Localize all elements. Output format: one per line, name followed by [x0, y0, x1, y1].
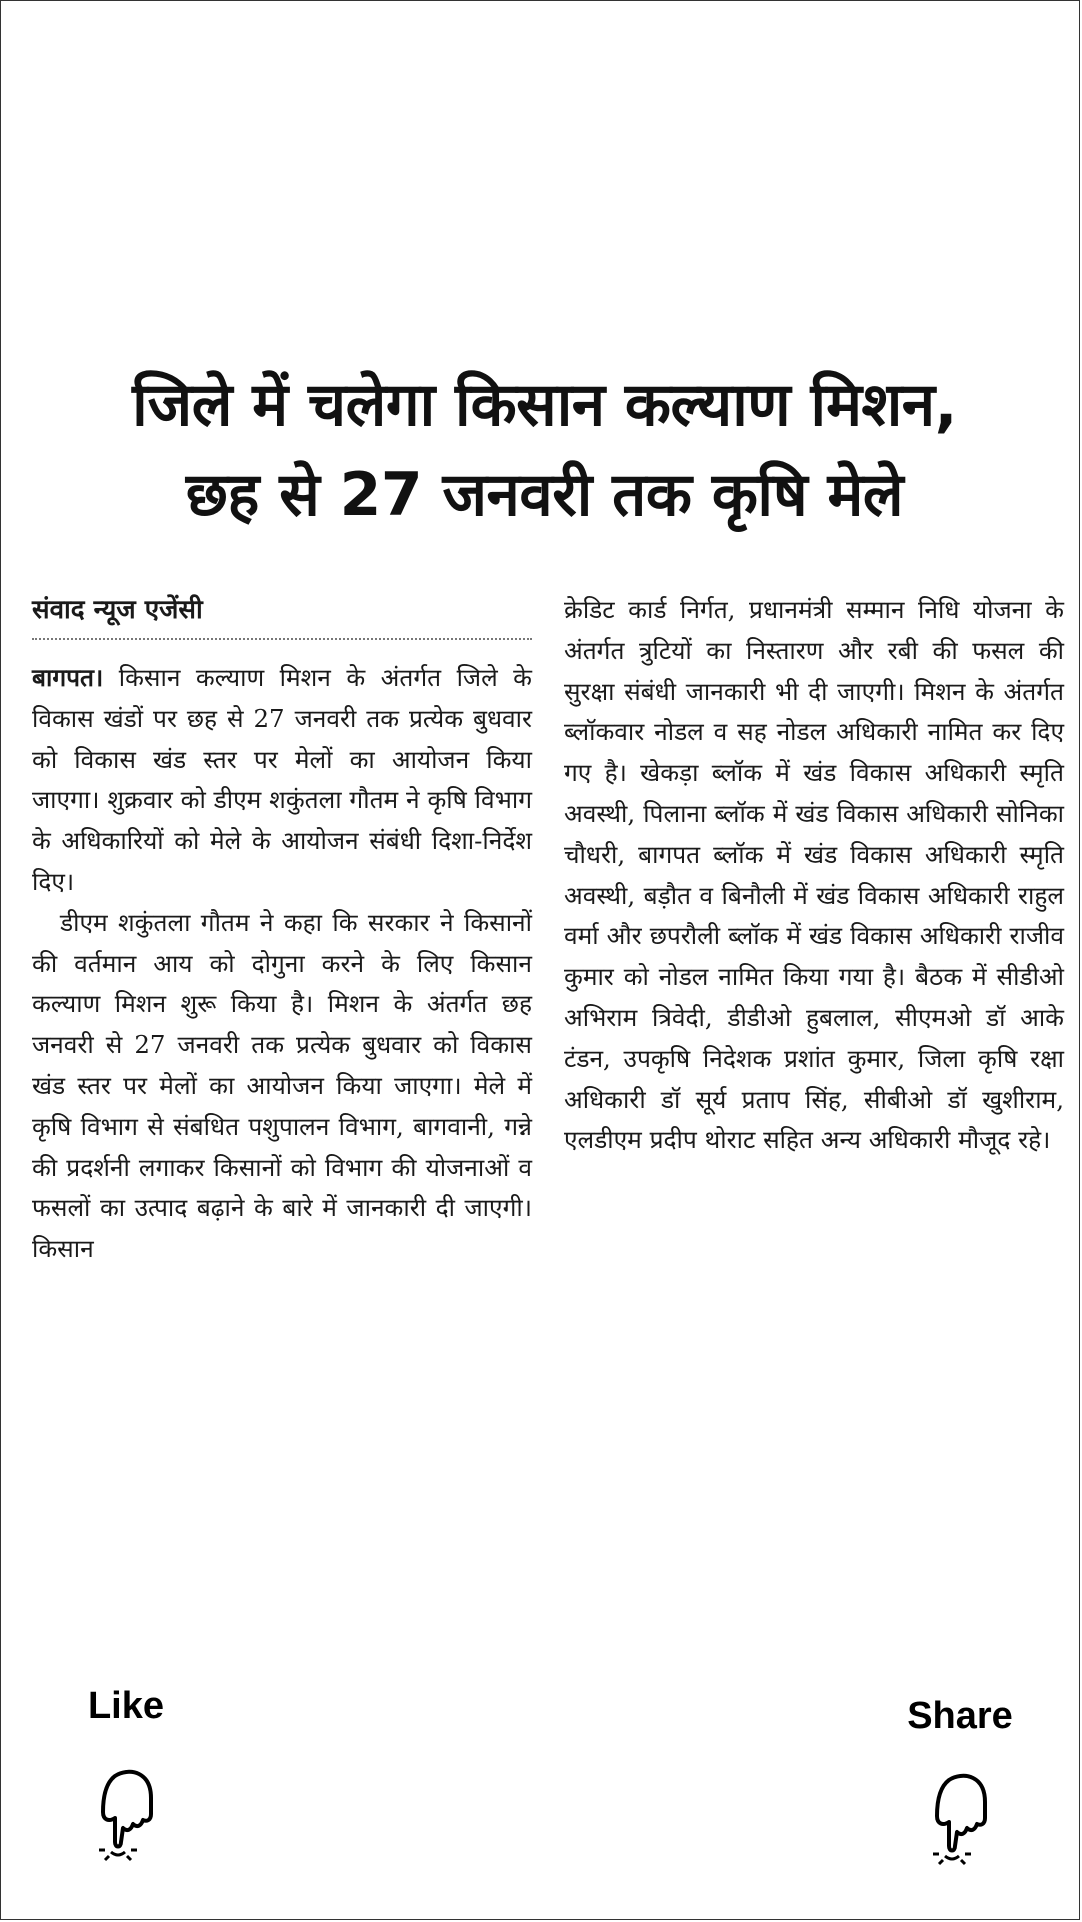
headline — [32, 360, 1057, 540]
share-label: Share — [907, 1695, 1013, 1737]
like-button[interactable] — [36, 1685, 216, 1866]
pointing-hand-icon — [915, 1756, 1005, 1876]
pointing-hand-icon — [81, 1746, 171, 1866]
article-column-left — [32, 590, 532, 1270]
article-column-right — [564, 590, 1064, 1161]
like-label: Like — [87, 1685, 165, 1727]
paragraph-1-text: किसान कल्याण मिशन के अंतर्गत जिले के विकास खंडों पर छह से 27 जनवरी तक प्रत्येक बुधवार को विकास खंड स्तर पर मेलों का आयोजन किया जाएगा। शुक्रवार को डीएम शकुंतला गौतम ने कृषि विभाग के अधिकारियों को मेले के आयोजन संबंधी दिशा-निर्देश दिए। — [32, 663, 532, 896]
share-button[interactable] — [870, 1695, 1050, 1876]
headline-line-1: जिले में चलेगा किसान कल्याण मिशन, — [132, 370, 957, 440]
article-paragraph-1 — [32, 658, 532, 903]
headline-line-2: छह से 27 जनवरी तक कृषि मेले — [185, 460, 904, 530]
news-clipping — [32, 360, 1064, 1380]
dateline: बागपत। — [32, 663, 104, 692]
byline: संवाद न्यूज एजेंसी — [32, 590, 532, 640]
article-paragraph-2: डीएम शकुंतला गौतम ने कहा कि सरकार ने किसानों की वर्तमान आय को दोगुना करने के लिए किसान कल्याण मिशन शुरू किया है। मिशन के अंतर्गत छह जनवरी से 27 जनवरी तक प्रत्येक बुधवार को विकास खंड स्तर पर मेलों का आयोजन किया जाएगा। मेले में कृषि विभाग से संबधित पशुपालन विभाग, बागवानी, गन्ने की प्रदर्शनी लगाकर किसानों को विभाग की योजनाओं व फसलों का उत्पाद बढ़ाने के बारे में जानकारी दी जाएगी। किसान — [32, 907, 532, 1264]
article-paragraph-3: क्रेडिट कार्ड निर्गत, प्रधानमंत्री सम्मान निधि योजना के अंतर्गत त्रुटियों का निस्तारण और रबी की फसल की सुरक्षा संबंधी जानकारी भी दी जाएगी। मिशन के अंतर्गत ब्लॉकवार नोडल व सह नोडल अधिकारी नामित कर दिए गए है। खेकड़ा ब्लॉक में खंड विकास अधिकारी स्मृति अवस्थी, पिलाना ब्लॉक में खंड विकास अधिकारी सोनिका चौधरी, बागपत ब्लॉक में खंड विकास अधिकारी स्मृति अवस्थी, बड़ौत व बिनौली में खंड विकास अधिकारी राहुल वर्मा और छपरौली ब्लॉक में खंड विकास अधिकारी राजीव कुमार को नोडल नामित किया गया है। बैठक में सीडीओ अभिराम त्रिवेदी, डीडीओ हुबलाल, सीएमओ डॉ आके टंडन, उपकृषि निदेशक प्रशांत कुमार, जिला कृषि रक्षा अधिकारी डॉ सूर्य प्रताप सिंह, सीबीओ डॉ खुशीराम, एलडीएम प्रदीप थोराट सहित अन्य अधिकारी मौजूद रहे। — [564, 595, 1064, 1155]
